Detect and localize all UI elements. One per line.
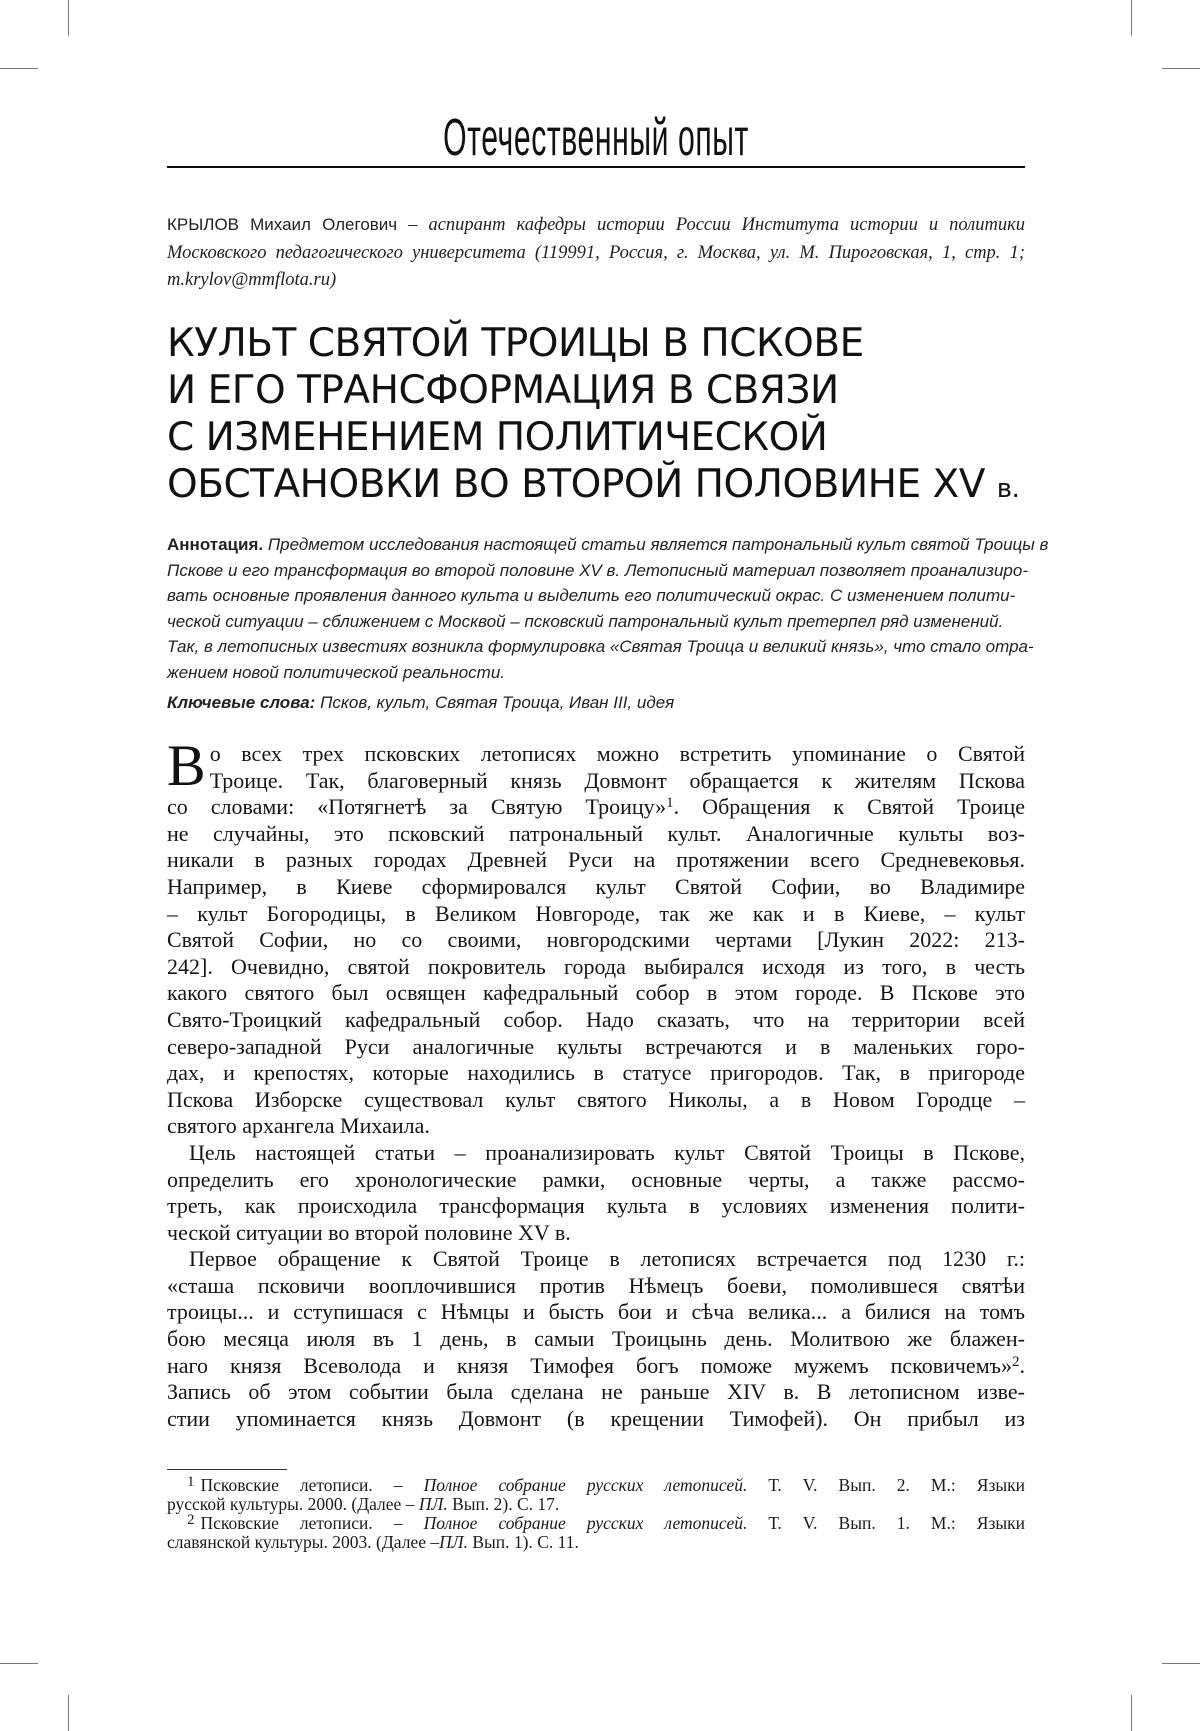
abstract-label: Аннотация. — [167, 535, 263, 554]
abstract-line: вать основные проявления данного культа и выделить его политический окрас. С изменением полити- — [167, 583, 1025, 609]
crop-mark-bottom-left — [68, 1695, 69, 1731]
footnote-1: 1 Псковские летописи. – Полное собрание русских летописей. Т. V. Вып. 2. М.: Языки русской культуры. 2000. (Далее – ПЛ. Вып. 2). С. 17. — [167, 1476, 1025, 1514]
body-line: – культ Богородицы, в Великом Новгороде, так же как и в Киеве, – культ — [167, 901, 1025, 928]
body-line: какого святого был освящен кафедральный собор в этом городе. В Пскове это — [167, 980, 1025, 1007]
crop-mark-left-top — [0, 68, 38, 69]
body-line: никали в разных городах Древней Руси на протяжении всего Средневековья. — [167, 847, 1025, 874]
body-line: Цель настоящей статьи – проанализировать культ Святой Троицы в Пскове, — [167, 1140, 1025, 1167]
body-text — [167, 741, 1025, 1432]
footnotes — [167, 1476, 1025, 1552]
footnote-number: 1 — [187, 1474, 195, 1490]
body-line: дах, и крепостях, которые находились в статусе пригородов. Так, в пригороде — [167, 1060, 1025, 1087]
article-title-suffix: в. — [997, 474, 1020, 504]
keywords-text: Псков, культ, Святая Троица, Иван III, идея — [315, 693, 674, 712]
abstract — [167, 532, 1025, 686]
footnote-ref-1[interactable]: 1 — [666, 795, 674, 811]
article-title-line: И ЕГО ТРАНСФОРМАЦИЯ В СВЯЗИ — [167, 367, 1025, 414]
abstract-line: ческой ситуации – сближением с Москвой – псковский патрональный культ претерпел ряд изменений. — [167, 609, 1025, 635]
body-line: о всех трех псковских летописях можно встретить упоминание о Святой — [167, 741, 1025, 768]
body-line: не случайны, это псковский патрональный культ. Аналогичные культы воз- — [167, 821, 1025, 848]
body-line: 242]. Очевидно, святой покровитель города выбирался исходя из того, в честь — [167, 954, 1025, 981]
body-line: стии упоминается князь Довмонт (в крещении Тимофей). Он прибыл из — [167, 1406, 1025, 1433]
footnote-rule — [167, 1469, 287, 1470]
footnote-2: 2 Псковские летописи. – Полное собрание русских летописей. Т. V. Вып. 1. М.: Языки славянской культуры. 2003. (Далее –ПЛ. Вып. 1). С. 11. — [167, 1514, 1025, 1552]
abstract-line: Предметом исследования настоящей статьи является патрональный культ святой Троицы в — [263, 535, 1048, 554]
body-line: со словами: «Потягнетѣ за Святую Троицу»1. Обращения к Святой Троице — [167, 794, 1025, 821]
crop-mark-right-top — [1162, 68, 1200, 69]
author-name: КРЫЛОВ Михаил Олегович — [167, 215, 397, 234]
abstract-line: Пскове и его трансформация во второй половине XV в. Летописный материал позволяет проанализиро- — [167, 558, 1025, 584]
body-line: Пскова Изборске существовал культ святого Николы, а в Новом Городце – — [167, 1087, 1025, 1114]
crop-mark-top-left — [68, 0, 69, 36]
body-line: Запись об этом событии была сделана не раньше XIV в. В летописном изве- — [167, 1379, 1025, 1406]
body-line: святого архангела Михаила. — [167, 1113, 1025, 1140]
crop-mark-left-bottom — [0, 1663, 38, 1664]
section-title: Отечественный опыт — [347, 108, 845, 168]
article-title-line: КУЛЬТ СВЯТОЙ ТРОИЦЫ В ПСКОВЕ — [167, 320, 1025, 367]
body-line: Святой Софии, но со своими, новгородскими чертами [Лукин 2022: 213- — [167, 927, 1025, 954]
crop-mark-bottom-right — [1131, 1695, 1132, 1731]
footnote-number: 2 — [187, 1512, 195, 1528]
drop-cap: В — [167, 741, 206, 791]
abstract-line: жением новой политической реальности. — [167, 660, 1025, 686]
body-line: Например, в Киеве сформировался культ Святой Софии, во Владимире — [167, 874, 1025, 901]
author-affiliation: – аспирант кафедры истории России Института истории и политики Московского педагогического университета (119991, Россия, г. Москва, ул. М. Пироговская, 1, стр. 1; m.krylov@mmflota.ru) — [167, 215, 1025, 290]
body-line: Троице. Так, благоверный князь Довмонт обращается к жителям Пскова — [167, 768, 1025, 795]
crop-mark-right-bottom — [1162, 1663, 1200, 1664]
body-line: треть, как происходила трансформация культа в условиях изменения полити- — [167, 1193, 1025, 1220]
body-line: северо-западной Руси аналогичные культы встречаются и в маленьких горо- — [167, 1034, 1025, 1061]
body-line: Первое обращение к Святой Троице в летописях встречается под 1230 г.: — [167, 1246, 1025, 1273]
author-info — [167, 211, 1025, 295]
body-line: «сташа псковичи вооплочившися против Нѣмецъ боеви, помолившеся святѣи — [167, 1273, 1025, 1300]
keywords-label: Ключевые слова: — [167, 693, 315, 712]
body-line: бою месяца июля въ 1 день, в самыи Троицынь день. Молитвою же блажен- — [167, 1326, 1025, 1353]
footnote-ref-2[interactable]: 2 — [1012, 1354, 1020, 1370]
body-line: определить его хронологические рамки, основные черты, а также рассмо- — [167, 1167, 1025, 1194]
body-line: Свято-Троицкий кафедральный собор. Надо сказать, что на территории всей — [167, 1007, 1025, 1034]
article-title-line: ОБСТАНОВКИ ВО ВТОРОЙ ПОЛОВИНЕ XV — [167, 462, 985, 507]
body-line: троицы... и сступишася с Нѣмцы и бысть бои и сѣча велика... а билися на томъ — [167, 1299, 1025, 1326]
body-line: ческой ситуации во второй половине XV в. — [167, 1220, 1025, 1247]
article-title — [167, 320, 1025, 513]
abstract-line: Так, в летописных известиях возникла формулировка «Святая Троица и великий князь», что стало отра- — [167, 634, 1025, 660]
section-rule — [167, 166, 1025, 168]
body-line: наго князя Всеволода и князя Тимофея богъ поможе мужемъ псковичемъ»2. — [167, 1353, 1025, 1380]
keywords — [167, 690, 1025, 715]
article-title-line: С ИЗМЕНЕНИЕМ ПОЛИТИЧЕСКОЙ — [167, 414, 1025, 461]
crop-mark-top-right — [1131, 0, 1132, 36]
